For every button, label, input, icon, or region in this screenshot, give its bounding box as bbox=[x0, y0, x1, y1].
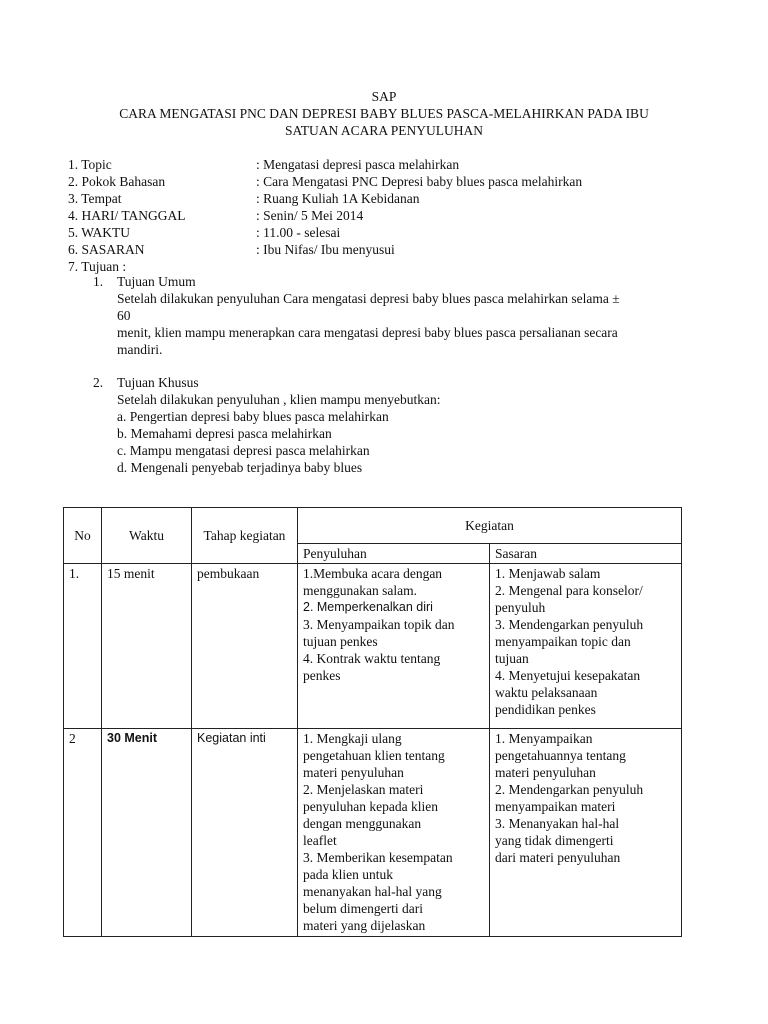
row-sasaran bbox=[490, 564, 682, 729]
header-penyuluhan: Penyuluhan bbox=[298, 544, 490, 564]
tujuan-umum-line: Setelah dilakukan penyuluhan Cara mengatasi depresi baby blues pasca melahirkan selama ± bbox=[117, 291, 620, 306]
info-value: : Mengatasi depresi pasca melahirkan bbox=[256, 157, 460, 172]
activity-line: 4. Kontrak waktu tentang bbox=[303, 651, 441, 666]
tujuan-umum-line: menit, klien mampu menerapkan cara mengatasi depresi baby blues pasca persalianan secara bbox=[117, 325, 618, 340]
header-kegiatan: Kegiatan bbox=[298, 508, 682, 544]
response-line: 1. Menjawab salam bbox=[495, 566, 601, 581]
activity-line: 3. Menyampaikan topik dan bbox=[303, 617, 455, 632]
info-value: : 11.00 - selesai bbox=[256, 225, 341, 240]
response-line: 2. Mendengarkan penyuluh bbox=[495, 782, 644, 797]
header-sasaran: Sasaran bbox=[490, 544, 682, 564]
activity-table bbox=[63, 507, 682, 937]
activity-line: 1.Membuka acara dengan bbox=[303, 566, 443, 581]
row-tahap: Kegiatan inti bbox=[192, 729, 298, 937]
tujuan-umum-line: 60 bbox=[117, 308, 131, 323]
activity-line: pengetahuan klien tentang bbox=[303, 748, 445, 763]
header-no: No bbox=[64, 508, 102, 564]
activity-line: 1. Mengkaji ulang bbox=[303, 731, 402, 746]
doc-title-main: CARA MENGATASI PNC DAN DEPRESI BABY BLUES PASCA-MELAHIRKAN PADA IBU bbox=[119, 106, 649, 121]
tujuan-umum-number: 1. bbox=[93, 274, 104, 289]
tujuan-umum-body bbox=[117, 290, 707, 358]
info-value: : Senin/ 5 Mei 2014 bbox=[256, 208, 364, 223]
response-line: 2. Mengenal para konselor/ bbox=[495, 583, 643, 598]
row-no: 1. bbox=[64, 564, 102, 729]
activity-line: 2. Menjelaskan materi bbox=[303, 782, 424, 797]
response-line: penyuluh bbox=[495, 600, 546, 615]
response-line: 1. Menyampaikan bbox=[495, 731, 593, 746]
info-key: 2. Pokok Bahasan bbox=[68, 174, 166, 189]
response-line: materi penyuluhan bbox=[495, 765, 596, 780]
tujuan-khusus-line: d. Mengenali penyebab terjadinya baby blues bbox=[117, 460, 363, 475]
tujuan-khusus-body bbox=[117, 391, 707, 476]
info-value: : Ruang Kuliah 1A Kebidanan bbox=[256, 191, 420, 206]
activity-line: leaflet bbox=[303, 833, 337, 848]
info-key: 5. WAKTU bbox=[68, 225, 130, 240]
response-line: yang tidak dimengerti bbox=[495, 833, 614, 848]
info-list bbox=[68, 156, 708, 275]
info-key: 7. Tujuan : bbox=[68, 259, 127, 274]
info-row-pokok-bahasan bbox=[68, 173, 708, 190]
tujuan-khusus-line: b. Memahami depresi pasca melahirkan bbox=[117, 426, 332, 441]
info-row-sasaran bbox=[68, 241, 708, 258]
row-no: 2 bbox=[64, 729, 102, 937]
tujuan-khusus-line: c. Mampu mengatasi depresi pasca melahirkan bbox=[117, 443, 370, 458]
tujuan-khusus-line: Setelah dilakukan penyuluhan , klien mampu menyebutkan: bbox=[117, 392, 441, 407]
row-waktu: 30 Menit bbox=[102, 729, 192, 937]
activity-line: menggunakan salam. bbox=[303, 583, 417, 598]
table-row bbox=[64, 729, 682, 937]
row-waktu: 15 menit bbox=[102, 564, 192, 729]
activity-line: pada klien untuk bbox=[303, 867, 393, 882]
doc-title-sap: SAP bbox=[371, 89, 397, 104]
response-line: menyampaikan topic dan bbox=[495, 634, 631, 649]
activity-line: dengan menggunakan bbox=[303, 816, 422, 831]
activity-line: materi penyuluhan bbox=[303, 765, 404, 780]
table-header-row bbox=[64, 508, 682, 544]
info-key: 3. Tempat bbox=[68, 191, 122, 206]
info-row-topic bbox=[68, 156, 708, 173]
activity-line: penkes bbox=[303, 668, 341, 683]
doc-subtitle: SATUAN ACARA PENYULUHAN bbox=[284, 123, 484, 138]
response-line: pendidikan penkes bbox=[495, 702, 596, 717]
response-line: tujuan bbox=[495, 651, 529, 666]
row-tahap: pembukaan bbox=[192, 564, 298, 729]
activity-line: penyuluhan kepada klien bbox=[303, 799, 438, 814]
tujuan-khusus-title: Tujuan Khusus bbox=[117, 375, 199, 390]
activity-line: materi yang dijelaskan bbox=[303, 918, 426, 933]
table-row bbox=[64, 564, 682, 729]
response-line: waktu pelaksanaan bbox=[495, 685, 598, 700]
tujuan-khusus-number: 2. bbox=[93, 375, 104, 390]
tujuan-umum-line: mandiri. bbox=[117, 342, 163, 357]
response-line: 4. Menyetujui kesepakatan bbox=[495, 668, 641, 683]
tujuan-khusus-line: a. Pengertian depresi baby blues pasca melahirkan bbox=[117, 409, 389, 424]
info-key: 6. SASARAN bbox=[68, 242, 145, 257]
activity-line: tujuan penkes bbox=[303, 634, 378, 649]
info-value: : Cara Mengatasi PNC Depresi baby blues pasca melahirkan bbox=[256, 174, 583, 189]
info-row-tempat bbox=[68, 190, 708, 207]
response-line: dari materi penyuluhan bbox=[495, 850, 621, 865]
info-value: : Ibu Nifas/ Ibu menyusui bbox=[256, 242, 395, 257]
info-value bbox=[256, 258, 708, 275]
row-penyuluhan bbox=[298, 729, 490, 937]
activity-line: 2. Memperkenalkan diri bbox=[303, 600, 433, 614]
info-key: 1. Topic bbox=[68, 157, 112, 172]
activity-line: menanyakan hal-hal yang bbox=[303, 884, 442, 899]
header-waktu: Waktu bbox=[102, 508, 192, 564]
tujuan-umum-title: Tujuan Umum bbox=[117, 274, 196, 289]
response-line: menyampaikan materi bbox=[495, 799, 616, 814]
info-row-waktu bbox=[68, 224, 708, 241]
row-penyuluhan bbox=[298, 564, 490, 729]
response-line: 3. Mendengarkan penyuluh bbox=[495, 617, 644, 632]
info-key: 4. HARI/ TANGGAL bbox=[68, 208, 186, 223]
activity-line: belum dimengerti dari bbox=[303, 901, 423, 916]
header-tahap-kegiatan: Tahap kegiatan bbox=[192, 508, 298, 564]
response-line: 3. Menanyakan hal-hal bbox=[495, 816, 620, 831]
activity-line: 3. Memberikan kesempatan bbox=[303, 850, 453, 865]
response-line: pengetahuannya tentang bbox=[495, 748, 626, 763]
row-sasaran bbox=[490, 729, 682, 937]
info-row-hari-tanggal bbox=[68, 207, 708, 224]
